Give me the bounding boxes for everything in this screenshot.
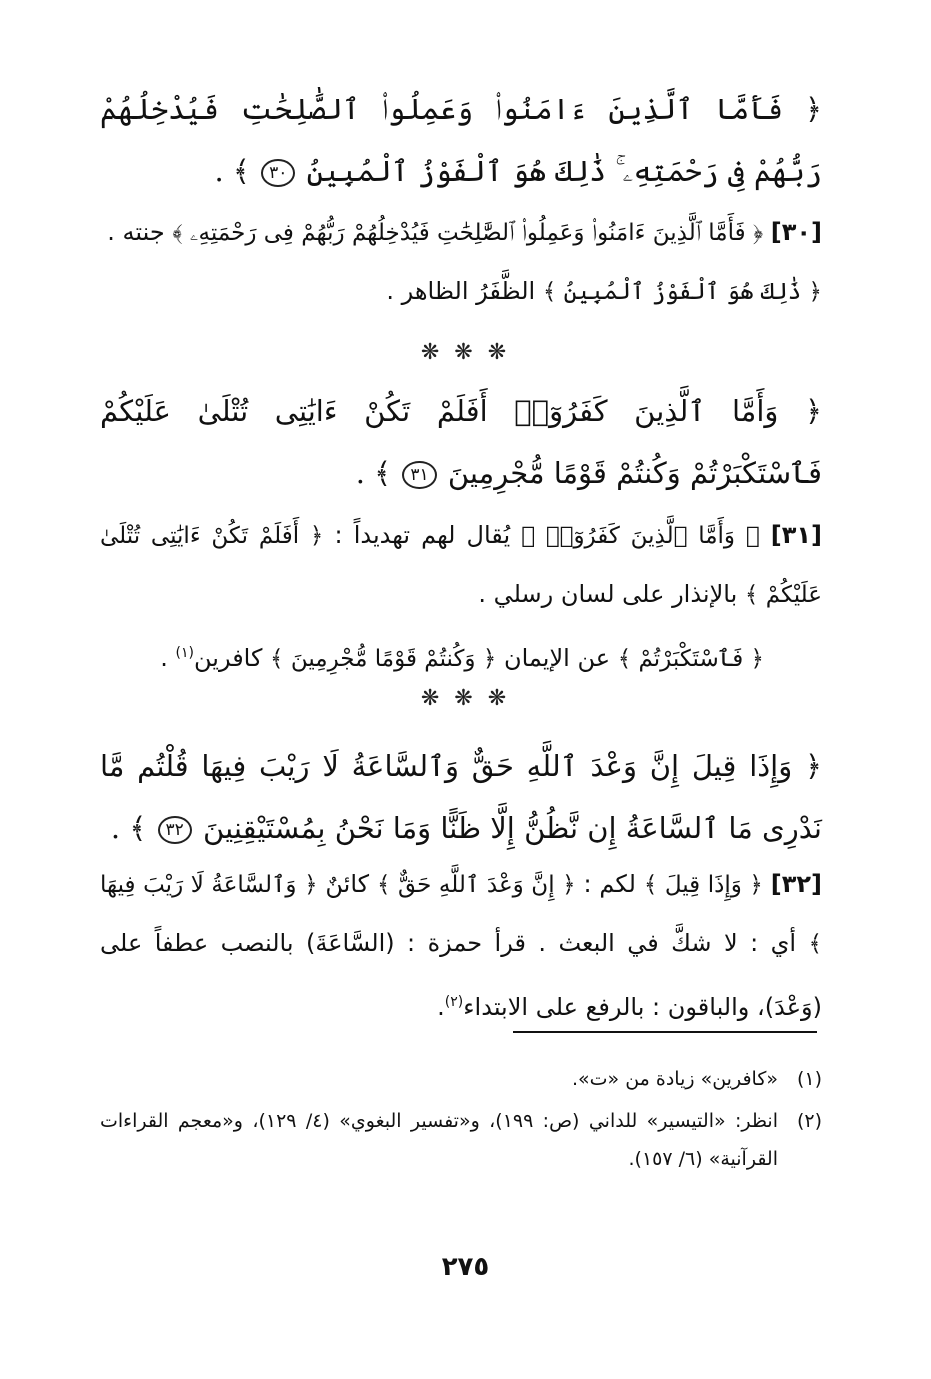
footnote-1	[100, 1060, 822, 1098]
section-separator: ❋ ❋ ❋	[420, 686, 511, 711]
ayah-number-30: ٣٠	[261, 159, 295, 187]
commentary-32-label: [٣٢]	[770, 870, 822, 898]
commentary-30	[100, 203, 822, 321]
commentary-32-text-3-end: .	[437, 993, 445, 1021]
commentary-31-quote-2: ﴿ أَفَلَمْ تَكُنْ ءَايَٰتِى تُتْلَىٰ عَلَيْكُمْ ﴾	[100, 523, 822, 608]
footnotes	[100, 1060, 822, 1182]
commentary-31-indent-line	[160, 624, 822, 688]
footnote-number: (١)	[796, 1068, 822, 1090]
commentary-31-label: [٣١]	[770, 521, 822, 549]
footnote-ref-2[interactable]: (٢)	[444, 994, 464, 1010]
verse-30-closing: ﴾ .	[214, 154, 250, 188]
footnote-2	[100, 1102, 822, 1178]
verse-30	[100, 78, 822, 202]
commentary-31-text-4-end: .	[160, 644, 168, 672]
verse-31-text: ﴿ وَأَمَّا ٱلَّذِينَ كَفَرُوٓا۟ أَفَلَمْ تَكُنْ ءَايَٰتِى تُتْلَىٰ عَلَيْكُمْ فَٱسْتَكْبَرْتُمْ وَكُنتُمْ قَوْمًا مُّجْرِمِينَ	[100, 394, 822, 490]
commentary-32-text-3: أي : لا شكَّ في البعث . قرأ حمزة : (السَّاعَةَ) بالنصب عطفاً على (وَعْدَ)، والباقون : بالرفع على الابتداء	[100, 929, 822, 1021]
commentary-32	[100, 855, 822, 1036]
commentary-31-quote-3: ﴿ فَٱسْتَكْبَرْتُمْ ﴾	[617, 646, 764, 672]
commentary-32-quote-2: ﴿ إِنَّ وَعْدَ ٱللَّهِ حَقٌّ ﴾	[376, 872, 576, 898]
commentary-31-text-4: كافرين	[194, 644, 263, 672]
ayah-number-32: ٣٢	[158, 816, 192, 844]
commentary-31-quote-1: ﴿ وَأَمَّا ٱلَّذِينَ كَفَرُوٓا۟ ﴾	[521, 523, 760, 549]
commentary-31-text-2: بالإنذار على لسان رسلي .	[478, 580, 738, 608]
commentary-31	[100, 506, 822, 688]
commentary-30-text-1: جنته .	[107, 218, 165, 246]
commentary-32-quote-1: ﴿ وَإِذَا قِيلَ ﴾	[643, 872, 763, 898]
commentary-32-text-1: لكم :	[583, 870, 636, 898]
commentary-30-text-2: الظَّفَرُ الظاهر .	[386, 277, 536, 305]
verse-31-closing: ﴾ .	[355, 456, 392, 490]
footnote-divider	[513, 1031, 817, 1033]
footnote-ref-1[interactable]: (١)	[175, 645, 194, 661]
commentary-32-quote-3: ﴿ وَٱلسَّاعَةُ لَا رَيْبَ فِيهَا ﴾	[100, 872, 822, 957]
footnote-text: «كافرين» زيادة من «ت».	[571, 1068, 778, 1090]
ayah-number-31: ٣١	[402, 461, 436, 489]
verse-30-text: ﴿ فَأَمَّا ٱلَّذِينَ ءَامَنُوا۟ وَعَمِلُوا۟ ٱلصَّٰلِحَٰتِ فَيُدْخِلُهُمْ رَبُّهُمْ فِى رَحْمَتِهِۦ ۚ ذَٰلِكَ هُوَ ٱلْفَوْزُ ٱلْمُبِينُ	[100, 92, 822, 188]
commentary-30-quote-1: ﴿ فَأَمَّا ٱلَّذِينَ ءَامَنُوا۟ وَعَمِلُوا۟ ٱلصَّٰلِحَٰتِ فَيُدْخِلُهُمْ رَبُّهُمْ فِى رَحْمَتِهِۦ ﴾	[172, 220, 764, 246]
commentary-32-text-2: كائنٌ	[325, 870, 370, 898]
commentary-30-quote-2: ﴿ ذَٰلِكَ هُوَ ٱلْفَوْزُ ٱلْمُبِينُ ﴾	[542, 279, 822, 305]
verse-32-text: ﴿ وَإِذَا قِيلَ إِنَّ وَعْدَ ٱللَّهِ حَقٌّ وَٱلسَّاعَةُ لَا رَيْبَ فِيهَا قُلْتُم مَّا نَدْرِى مَا ٱلسَّاعَةُ إِن نَّظُنُّ إِلَّا ظَنًّا وَمَا نَحْنُ بِمُسْتَيْقِنِينَ	[100, 749, 822, 845]
commentary-31-text-1: يُقال لهم تهديداً :	[334, 521, 511, 549]
page-number: ٢٧٥	[441, 1252, 490, 1282]
footnote-number: (٢)	[796, 1110, 822, 1132]
commentary-30-label: [٣٠]	[770, 218, 822, 246]
commentary-31-quote-4: ﴿ وَكُنتُمْ قَوْمًا مُّجْرِمِينَ ﴾	[270, 646, 497, 672]
commentary-31-text-3: عن الإيمان	[503, 644, 611, 672]
verse-32	[100, 735, 822, 859]
verse-31	[100, 380, 822, 504]
footnote-text: انظر: «التيسير» للداني (ص: ١٩٩)، و«تفسير البغوي» (٤/ ١٢٩)، و«معجم القراءات القرآنية» (٦/ ١٥٧).	[100, 1110, 778, 1170]
section-separator: ❋ ❋ ❋	[420, 340, 511, 365]
verse-32-closing: ﴾ .	[110, 811, 147, 845]
